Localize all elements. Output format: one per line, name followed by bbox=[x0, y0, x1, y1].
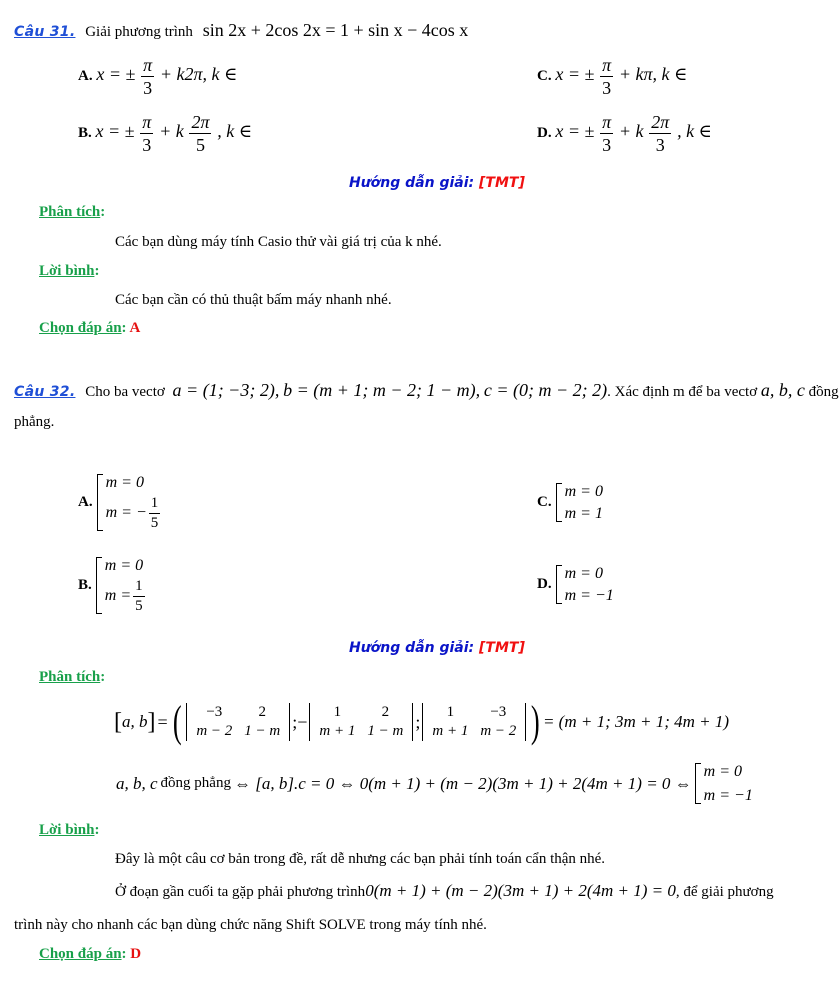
q32-chosen-answer: Chọn đáp án: D bbox=[39, 946, 142, 962]
fraction: $\frac{2\pi}{3}$ bbox=[651, 112, 670, 155]
q31-answer-value: A bbox=[129, 320, 141, 336]
q31-option-a[interactable]: A. x = ± $\frac{\pi}{3}$ + k2π, k ∈ bbox=[78, 55, 238, 98]
q32-option-b[interactable]: B. m = 0 m = $\frac{1}{5}$ bbox=[78, 557, 147, 614]
question-31-header bbox=[14, 20, 468, 41]
determinant-3: 1 −3 m + 1 m − 2 bbox=[422, 703, 526, 742]
question-32-prompt-wrap: phẳng. bbox=[14, 414, 55, 430]
q31-option-c[interactable]: C. x = ± $\frac{\pi}{3}$ + kπ, k ∈ bbox=[537, 55, 688, 98]
solution-set-bracket: m = 0 m = $\frac{1}{5}$ bbox=[96, 557, 147, 614]
fraction: $\frac{\pi}{3}$ bbox=[602, 112, 612, 155]
fraction: $\frac{\pi}{3}$ bbox=[142, 112, 152, 155]
question-31-equation: sin 2x + 2cos 2x = 1 + sin x − 4cos x bbox=[202, 20, 469, 40]
q32-answer-value: D bbox=[130, 946, 142, 962]
q31-comment-text: Các bạn cần có thủ thuật bấm máy nhanh nhé. bbox=[115, 292, 392, 308]
q31-analysis-heading: Phân tích: bbox=[39, 204, 106, 220]
solution-set-bracket: m = 0 m = 1 bbox=[556, 483, 603, 522]
fraction: $\frac{2\pi}{5}$ bbox=[191, 112, 210, 155]
q32-option-a[interactable]: A. m = 0 m = − $\frac{1}{5}$ bbox=[78, 474, 162, 531]
q32-comment-paragraph-2: Ở đoạn gần cuối ta gặp phải phương trình0(m + 1) + (m − 2)(3m + 1) + 2(4m + 1) = 0, để giải phương bbox=[115, 881, 774, 900]
solution-set-bracket: m = 0 m = −1 bbox=[695, 763, 753, 804]
q31-chosen-answer: Chọn đáp án: A bbox=[39, 320, 141, 336]
q32-comment-heading: Lời bình: bbox=[39, 822, 100, 838]
q31-option-b[interactable]: B. x = ± $\frac{\pi}{3}$ + k $\frac{2\pi}{5}$ , k ∈ bbox=[78, 112, 253, 155]
question-31-prompt: Giải phương trình bbox=[85, 24, 193, 40]
question-31-label: Câu 31. bbox=[14, 24, 76, 40]
q32-analysis-heading: Phân tích: bbox=[39, 669, 106, 685]
q32-option-c[interactable]: C. m = 0 m = 1 bbox=[537, 483, 603, 522]
coplanar-condition: a, b, c đồng phẳng ⇔ [a, b].c = 0 ⇔ 0(m + 1) + (m − 2)(3m + 1) + 2(4m + 1) = 0 ⇔ m = 0 m = −1 bbox=[116, 763, 753, 804]
determinant-1: −3 2 m − 2 1 − m bbox=[186, 703, 290, 742]
determinant-2: 1 2 m + 1 1 − m bbox=[309, 703, 413, 742]
q32-option-d[interactable]: D. m = 0 m = −1 bbox=[537, 565, 614, 604]
q31-solution-guide-heading: Hướng dẫn giải: [TMT] bbox=[349, 175, 525, 191]
q31-option-d[interactable]: D. x = ± $\frac{\pi}{3}$ + k $\frac{2\pi}{3}$ , k ∈ bbox=[537, 112, 712, 155]
fraction: $\frac{\pi}{3}$ bbox=[143, 55, 153, 98]
q32-solution-guide-heading: Hướng dẫn giải: [TMT] bbox=[349, 640, 525, 656]
question-32-label: Câu 32. bbox=[14, 384, 76, 400]
q32-comment-paragraph-3: trình này cho nhanh các bạn dùng chức năng Shift SOLVE trong máy tính nhé. bbox=[14, 917, 487, 933]
vector-a: a = (1; −3; 2), bbox=[172, 380, 280, 400]
cross-product-equation: [ a, b ] = ( −3 2 m − 2 1 − m ;− 1 2 m + 1 1 − m ; 1 −3 m + 1 m − 2 ) = (m + 1; 3m + 1; 4m + 1) bbox=[114, 697, 730, 746]
vector-b: b = (m + 1; m − 2; 1 − m), bbox=[283, 380, 481, 400]
question-32-prompt: Cho ba vectơ bbox=[85, 384, 165, 400]
solution-set-bracket: m = 0 m = − $\frac{1}{5}$ bbox=[97, 474, 163, 531]
fraction: $\frac{\pi}{3}$ bbox=[602, 55, 612, 98]
q32-comment-paragraph-1: Đây là một câu cơ bản trong đề, rất dễ nhưng các bạn phải tính toán cẩn thận nhé. bbox=[115, 851, 606, 867]
q31-comment-heading: Lời bình: bbox=[39, 263, 100, 279]
question-32-header: Câu 32. Cho ba vectơ a = (1; −3; 2), b = (m + 1; m − 2; 1 − m), c = (0; m − 2; 2). Xác định m để ba vectơ a, b, c đồng bbox=[14, 380, 839, 400]
solution-set-bracket: m = 0 m = −1 bbox=[556, 565, 614, 604]
q31-analysis-text: Các bạn dùng máy tính Casio thử vài giá trị của k nhé. bbox=[115, 234, 442, 250]
vector-c: c = (0; m − 2; 2) bbox=[483, 380, 608, 400]
